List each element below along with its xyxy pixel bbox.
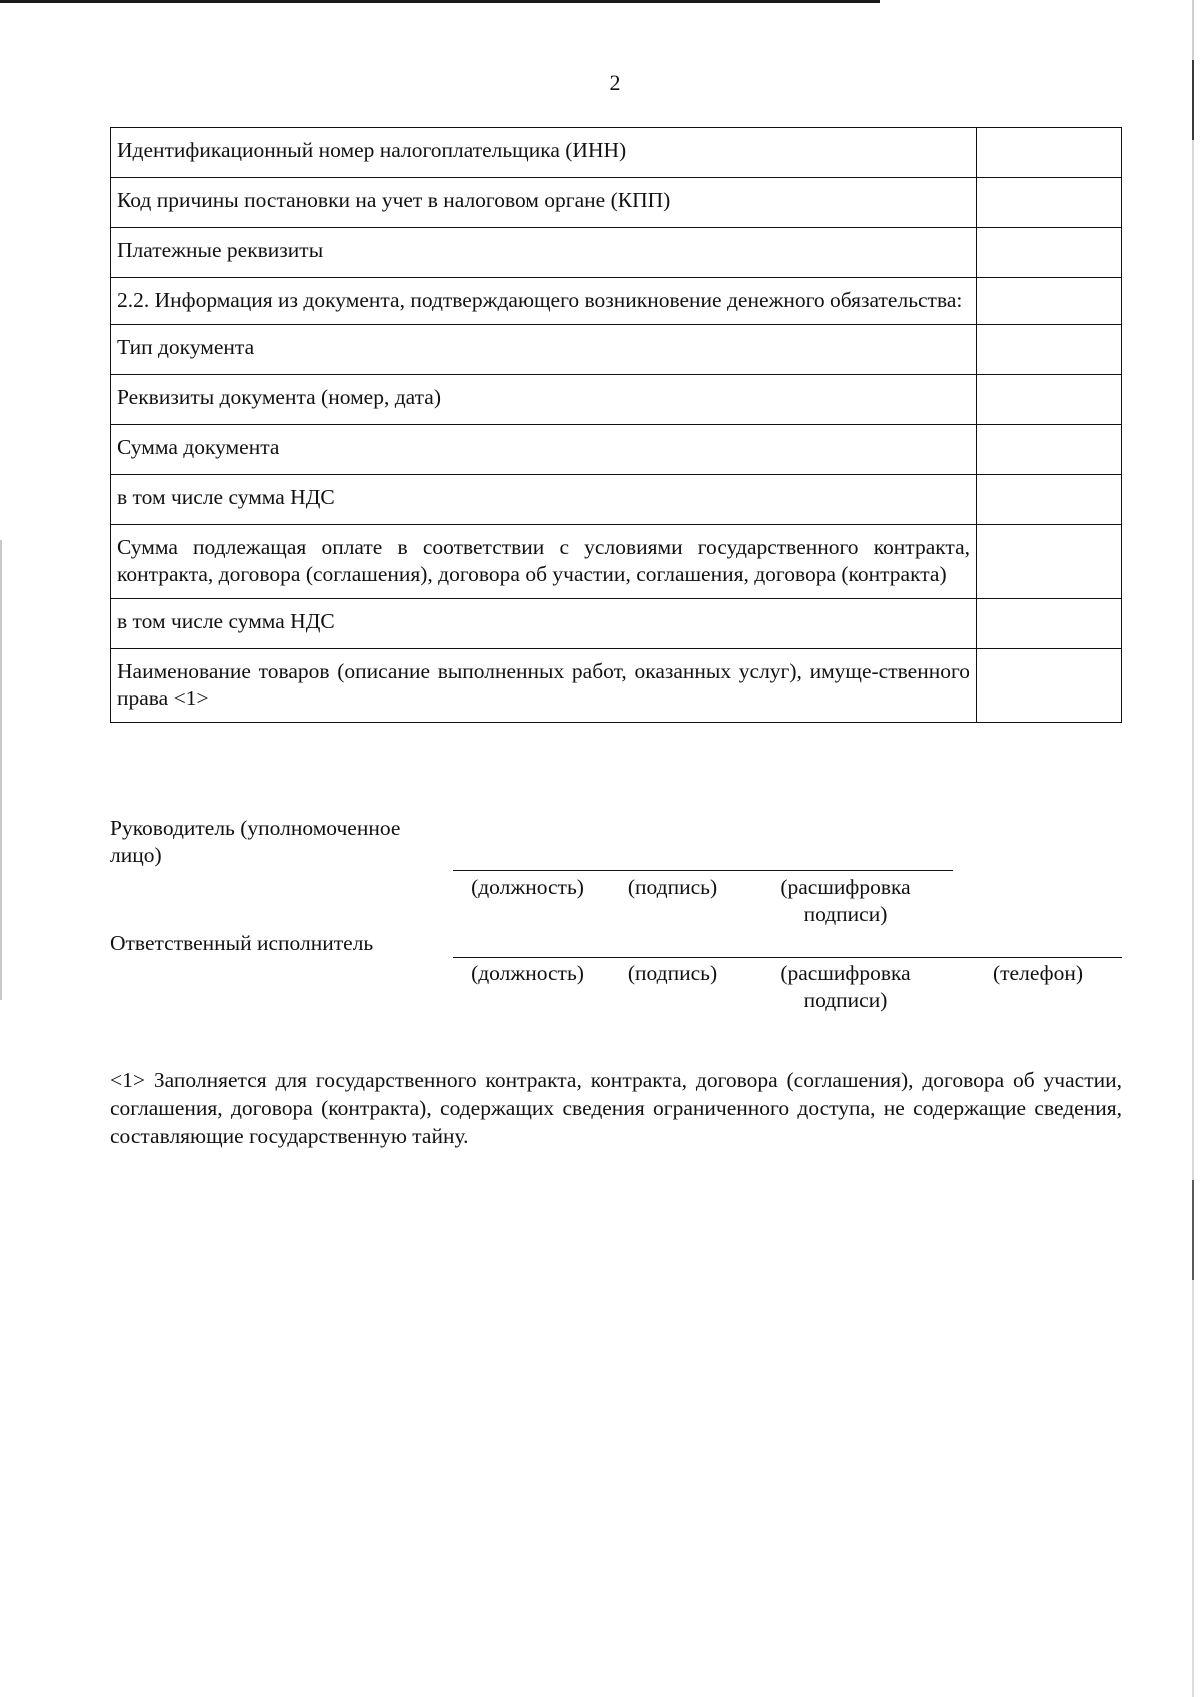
row-value-document-details[interactable] [977,375,1122,425]
table-row [111,475,1122,525]
row-value-goods-name[interactable] [977,649,1122,723]
row-label-vat-2: в том числе сумма НДС [111,599,977,649]
table-row [111,228,1122,278]
table-row [111,525,1122,599]
row-value-inn[interactable] [977,128,1122,178]
head-signature-caption: (подпись) [627,875,718,899]
table-row [111,278,1122,325]
row-label-kpp: Код причины постановки на учет в налоговом органе (КПП) [111,178,977,228]
table-row [111,375,1122,425]
executor-position-caption: (должность) [471,961,584,985]
head-label: Руководитель (уполномоченное лицо) [110,816,401,867]
head-signature-line[interactable] [453,870,953,871]
row-value-document-type[interactable] [977,325,1122,375]
row-label-document-details: Реквизиты документа (номер, дата) [111,375,977,425]
row-value-kpp[interactable] [977,178,1122,228]
row-label-document-amount: Сумма документа [111,425,977,475]
table-row [111,325,1122,375]
row-value-vat-2[interactable] [977,599,1122,649]
scan-right-edge [1192,0,1194,1697]
requisites-table [110,127,1122,723]
executor-signature-caption: (подпись) [627,961,718,985]
row-value-section-2-2[interactable] [977,278,1122,325]
row-value-amount-payable[interactable] [977,525,1122,599]
row-label-section-2-2: 2.2. Информация из документа, подтверждающего возникновение денежного обязательства: [111,278,977,325]
footnote: <1> Заполняется для государственного контракта, контракта, договора (соглашения), договора об участии, соглашения, договора (контракта), содержащих сведения ограниченного доступа, не содержащие сведения, составляющие государственную тайну. [110,1068,1122,1148]
page-number: 2 [609,70,621,95]
head-decoding-caption: (расшифровка подписи) [780,875,911,926]
row-label-goods-name: Наименование товаров (описание выполненных работ, оказанных услуг), имуще-ственного права <1> [111,649,977,723]
table-row [111,599,1122,649]
table-row [111,649,1122,723]
executor-signature-line[interactable] [453,957,1122,958]
row-label-vat-1: в том числе сумма НДС [111,475,977,525]
executor-label: Ответственный исполнитель [110,931,374,955]
row-value-document-amount[interactable] [977,425,1122,475]
table-row [111,128,1122,178]
table-row [111,425,1122,475]
row-label-document-type: Тип документа [111,325,977,375]
row-value-payment-details[interactable] [977,228,1122,278]
row-value-vat-1[interactable] [977,475,1122,525]
executor-decoding-caption: (расшифровка подписи) [780,961,911,1012]
head-position-caption: (должность) [471,875,584,899]
table-row [111,178,1122,228]
row-label-payment-details: Платежные реквизиты [111,228,977,278]
row-label-inn: Идентификационный номер налогоплательщика (ИНН) [111,128,977,178]
row-label-amount-payable: Сумма подлежащая оплате в соответствии с условиями государственного контракта, контракта, договора (соглашения), договора об участии, соглашения, договора (контракта) [111,525,977,599]
scan-top-edge [0,0,880,3]
executor-phone-caption: (телефон) [993,961,1083,985]
scan-left-mark [0,540,2,1000]
